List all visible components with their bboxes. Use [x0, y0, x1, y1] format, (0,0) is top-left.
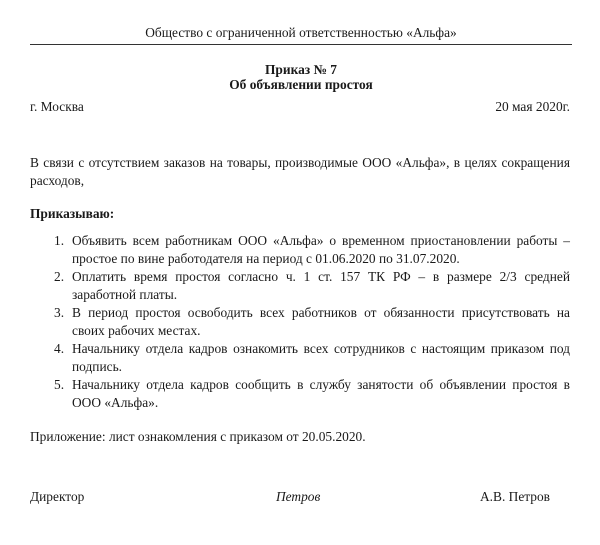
order-item-text: В период простоя освободить всех работников от обязанности присутствовать на своих рабочих местах.	[72, 305, 570, 338]
order-item-text: Объявить всем работникам ООО «Альфа» о временном приостановлении работы – простое по вине работодателя на период с 01.06.2020 по 31.07.2020.	[72, 233, 570, 266]
order-item-number: 1.	[54, 233, 65, 248]
order-item-text: Оплатить время простоя согласно ч. 1 ст. 157 ТК РФ – в размере 2/3 средней заработной платы.	[72, 269, 570, 302]
order-heading: Приказываю:	[30, 206, 115, 221]
handwritten-signature: Петров	[276, 489, 321, 504]
order-item	[30, 340, 570, 376]
order-item-number: 2.	[54, 269, 65, 284]
city: г. Москва	[30, 99, 84, 114]
organization-name: Общество с ограниченной ответственностью «Альфа»	[145, 25, 457, 40]
order-item-text: Начальнику отдела кадров сообщить в службу занятости об объявлении простоя в ООО «Альфа».	[72, 377, 570, 410]
order-date: 20 мая 2020г.	[495, 99, 570, 114]
appendix-note: Приложение: лист ознакомления с приказом от 20.05.2020.	[30, 429, 366, 444]
order-item-text: Начальнику отдела кадров ознакомить всех сотрудников с настоящим приказом под подпись.	[72, 341, 570, 374]
order-item-number: 5.	[54, 377, 65, 392]
order-item	[30, 268, 570, 304]
order-item	[30, 304, 570, 340]
intro-paragraph: В связи с отсутствием заказов на товары, производимые ООО «Альфа», в целях сокращения расходов,	[30, 155, 570, 188]
order-item	[30, 376, 570, 412]
signatory-name: А.В. Петров	[480, 489, 550, 504]
order-subject: Об объявлении простоя	[229, 77, 373, 92]
order-item-number: 4.	[54, 341, 65, 356]
order-item	[30, 232, 570, 268]
header-divider	[30, 44, 572, 45]
signatory-role: Директор	[30, 489, 85, 504]
order-title: Приказ № 7	[264, 62, 337, 77]
order-item-number: 3.	[54, 305, 65, 320]
order-items-list	[30, 232, 570, 412]
